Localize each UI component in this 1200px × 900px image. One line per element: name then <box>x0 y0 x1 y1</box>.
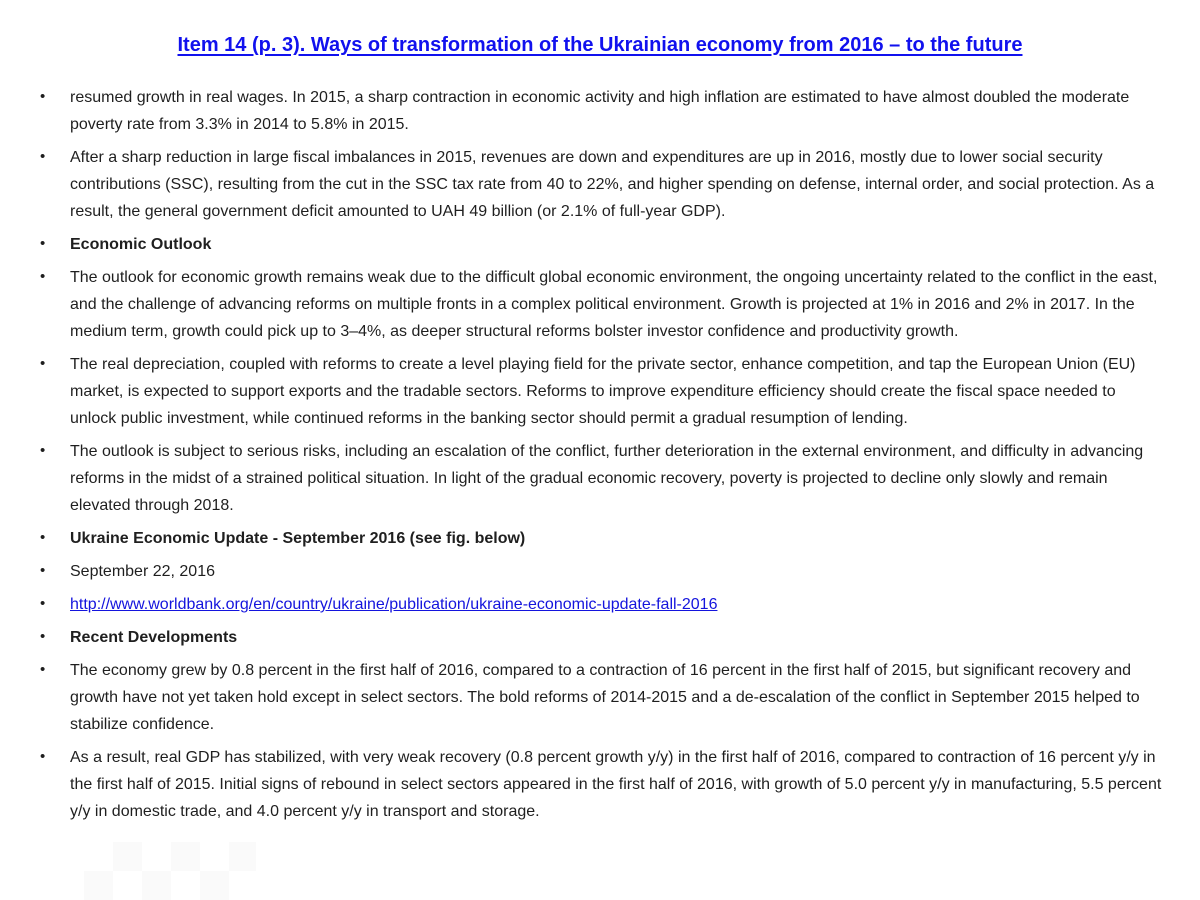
bullet-text: As a result, real GDP has stabilized, with very weak recovery (0.8 percent growth y/y) in the first half of 2016, compared to contraction of 16 percent y/y in the first half of 2015. Initial signs of rebound in select sectors appeared in the first half of 2016, with growth of 5.0 percent y/y in manufacturing, 5.5 percent y/y in domestic trade, and 4.0 percent y/y in transport and storage. <box>70 749 1162 820</box>
bullet-item-worldbank-link <box>38 591 1162 618</box>
bullet-item-date <box>38 558 1162 585</box>
worldbank-link[interactable]: http://www.worldbank.org/en/country/ukraine/publication/ukraine-economic-update-fall-2016 <box>70 596 718 613</box>
bullet-item-gdp-stabilized <box>38 744 1162 825</box>
bullet-text: The economy grew by 0.8 percent in the first half of 2016, compared to a contraction of 16 percent in the first half of 2015, but significant recovery and growth have not yet taken hold except in select sectors. The bold reforms of 2014-2015 and a de-escalation of the conflict in September 2015 helped to stabilize confidence. <box>70 662 1140 733</box>
bullet-heading-text: Recent Developments <box>70 629 238 646</box>
bullet-text: After a sharp reduction in large fiscal imbalances in 2015, revenues are down and expenditures are up in 2016, mostly due to lower social security contributions (SSC), resulting from the cut in the SSC tax rate from 40 to 22%, and higher spending on defense, internal order, and social protection. As a result, the general government deficit amounted to UAH 49 billion (or 2.1% of full-year GDP). <box>70 149 1155 220</box>
date-text: September 22, 2016 <box>70 563 215 580</box>
bullet-icon: • <box>40 748 46 765</box>
bullet-icon: • <box>40 562 46 579</box>
bullet-list <box>38 84 1162 825</box>
bullet-heading-text: Ukraine Economic Update - September 2016 (see fig. below) <box>70 530 526 547</box>
bullet-item-economic-update-heading <box>38 525 1162 552</box>
bullet-icon: • <box>40 661 46 678</box>
bullet-text: The outlook is subject to serious risks, including an escalation of the conflict, further deterioration in the external environment, and difficulty in advancing reforms in the midst of a strained political situation. In light of the gradual economic recovery, poverty is projected to decline only slowly and remain elevated through 2018. <box>70 443 1144 514</box>
bullet-icon: • <box>40 268 46 285</box>
bullet-text: resumed growth in real wages. In 2015, a sharp contraction in economic activity and high inflation are estimated to have almost doubled the moderate poverty rate from 3.3% in 2014 to 5.8% in 2015. <box>70 89 1130 133</box>
bullet-icon: • <box>40 148 46 165</box>
bullet-item-economic-outlook-heading <box>38 231 1162 258</box>
bullet-text: The real depreciation, coupled with reforms to create a level playing field for the private sector, enhance competition, and tap the European Union (EU) market, is expected to support exports and the tradable sectors. Reforms to improve expenditure efficiency should create the fiscal space needed to unlock public investment, while continued reforms in the banking sector should permit a gradual resumption of lending. <box>70 356 1136 427</box>
bullet-icon: • <box>40 628 46 645</box>
bullet-heading-text: Economic Outlook <box>70 236 212 253</box>
bullet-item-economy-growth <box>38 657 1162 738</box>
bullet-item-fiscal-imbalances <box>38 144 1162 225</box>
bullet-item-growth-outlook <box>38 264 1162 345</box>
bullet-item-risks <box>38 438 1162 519</box>
bullet-item-recent-developments-heading <box>38 624 1162 651</box>
bullet-item-real-wages <box>38 84 1162 138</box>
page-title-text: Item 14 (p. 3). Ways of transformation of the Ukrainian economy from 2016 – to the future <box>177 34 1023 56</box>
bullet-icon: • <box>40 595 46 612</box>
bullet-icon: • <box>40 355 46 372</box>
bullet-icon: • <box>40 442 46 459</box>
bullet-item-real-depreciation <box>38 351 1162 432</box>
watermark-pattern <box>84 842 256 900</box>
bullet-text: The outlook for economic growth remains weak due to the difficult global economic environment, the ongoing uncertainty related to the conflict in the east, and the challenge of advancing reforms on multiple fronts in a complex political environment. Growth is projected at 1% in 2016 and 2% in 2017. In the medium term, growth could pick up to 3–4%, as deeper structural reforms bolster investor confidence and productivity growth. <box>70 269 1158 340</box>
bullet-icon: • <box>40 235 46 252</box>
page-title <box>0 0 1200 57</box>
bullet-icon: • <box>40 88 46 105</box>
bullet-icon: • <box>40 529 46 546</box>
